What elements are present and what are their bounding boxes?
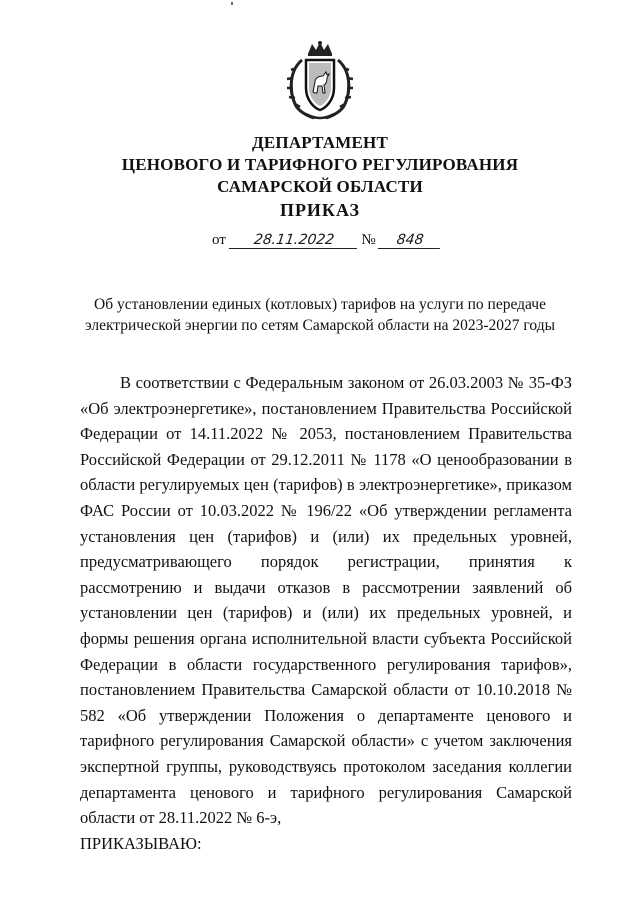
date-prefix: от [212,232,226,248]
preamble-paragraph: В соответствии с Федеральным законом от 26.03.2003 № 35-ФЗ «Об электроэнергетике», постановлением Правительства Российской Федерации от 14.11.2022 № 2053, постановлением Правительства Российской Федерации от 29.12.2011 № 1178 «О ценообразовании в области регулируемых цен (тарифов) в электроэнергетике», приказом ФАС России от 10.03.2022 № 196/22 «Об утверждении регламента установления цен (тарифов) и (или) их предельных уровней, предусматривающего порядок регистрации, принятия к рассмотрению и выдачи отказов в рассмотрении заявлений об установлении цен (тарифов) и (или) их предельных уровней, и формы решения органа исполнительной власти субъекта Российской Федерации в области государственного регулирования тарифов», постановлением Правительства Самарской области от 10.10.2018 № 582 «Об утверждении Положения о департаменте ценового и тарифного регулирования Самарской области» с учетом заключения экспертной группы, руководствуясь протоколом заседания коллегии департамента ценового и тарифного регулирования Самарской области от 28.11.2022 № 6-э, [80,373,572,828]
order-body [80,370,572,856]
order-title: ПРИКАЗ [279,200,361,220]
order-date-number-line [212,232,441,249]
order-subject: Об установлении единых (котловых) тарифов на услуги по передаче электрической энергии по сетям Самарской области на 2023-2027 годы [84,296,556,334]
samara-coat-of-arms-icon [282,40,358,122]
department-name-line-1: ДЕПАРТАМЕНТ [251,133,389,152]
number-prefix: № [361,232,376,248]
order-date: 28.11.2022 [228,232,358,249]
department-name-line-3: САМАРСКОЙ ОБЛАСТИ [217,177,423,196]
scan-speck [231,2,233,5]
department-name-line-2: ЦЕНОВОГО И ТАРИФНОГО РЕГУЛИРОВАНИЯ [121,155,519,174]
order-number: 848 [378,232,442,249]
order-command: ПРИКАЗЫВАЮ: [80,833,202,853]
